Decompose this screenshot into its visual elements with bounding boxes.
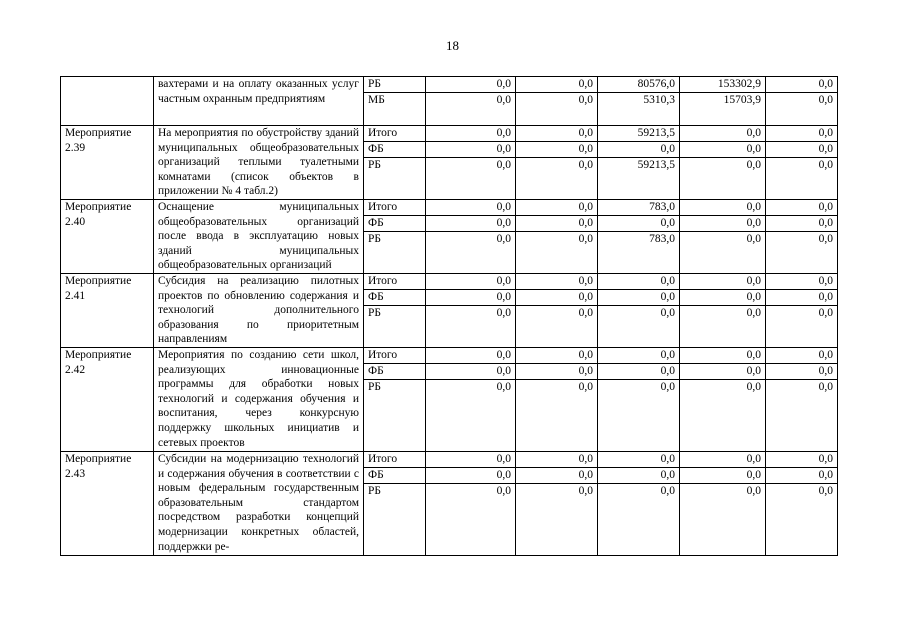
description-cell: Мероприятия по созданию сети школ, реализующих инновационные программы для обработки новых технологий и содержания обучения и воспитания, через конкурсную поддержку школьных инициатив и сетевых проектов: [154, 348, 364, 452]
value-cell: 0,0: [426, 306, 516, 348]
value-cell: 0,0: [680, 142, 766, 158]
funding-source-cell: ФБ: [364, 290, 426, 306]
value-cell: 0,0: [516, 306, 598, 348]
funding-source-cell: РБ: [364, 380, 426, 452]
value-cell: 783,0: [598, 232, 680, 274]
value-cell: 0,0: [766, 306, 838, 348]
table-row: [61, 274, 838, 290]
value-cell: 0,0: [426, 364, 516, 380]
value-cell: 0,0: [516, 348, 598, 364]
value-cell: 80576,0: [598, 77, 680, 93]
value-cell: 0,0: [516, 364, 598, 380]
value-cell: 0,0: [598, 484, 680, 556]
value-cell: 0,0: [680, 452, 766, 468]
value-cell: 0,0: [598, 452, 680, 468]
value-cell: 0,0: [598, 348, 680, 364]
value-cell: 0,0: [766, 484, 838, 556]
table-row: [61, 348, 838, 364]
funding-source-cell: ФБ: [364, 142, 426, 158]
value-cell: 0,0: [766, 274, 838, 290]
value-cell: 0,0: [516, 200, 598, 216]
value-cell: 0,0: [426, 232, 516, 274]
page-number: 18: [446, 38, 459, 53]
value-cell: 0,0: [680, 232, 766, 274]
value-cell: 0,0: [680, 484, 766, 556]
value-cell: 0,0: [766, 216, 838, 232]
measure-cell: Мероприятие 2.41: [61, 274, 154, 348]
value-cell: 0,0: [516, 142, 598, 158]
funding-source-cell: Итого: [364, 200, 426, 216]
budget-table: [60, 76, 838, 556]
description-cell: Оснащение муниципальных общеобразовательных организаций после ввода в эксплуатацию новых зданий муниципальных общеобразовательных организаций: [154, 200, 364, 274]
value-cell: 0,0: [426, 452, 516, 468]
funding-source-cell: Итого: [364, 348, 426, 364]
funding-source-cell: Итого: [364, 452, 426, 468]
value-cell: 0,0: [680, 290, 766, 306]
description-cell: вахтерами и на оплату оказанных услуг частным охранным предприятиям: [154, 77, 364, 126]
value-cell: 0,0: [426, 142, 516, 158]
value-cell: 0,0: [426, 126, 516, 142]
table-row: [61, 452, 838, 468]
funding-source-cell: ФБ: [364, 468, 426, 484]
value-cell: 0,0: [680, 274, 766, 290]
value-cell: 0,0: [766, 364, 838, 380]
value-cell: 0,0: [598, 142, 680, 158]
value-cell: 153302,9: [680, 77, 766, 93]
value-cell: 0,0: [766, 452, 838, 468]
value-cell: 0,0: [426, 77, 516, 93]
value-cell: 5310,3: [598, 93, 680, 126]
value-cell: 0,0: [598, 380, 680, 452]
funding-source-cell: ФБ: [364, 216, 426, 232]
value-cell: 0,0: [516, 484, 598, 556]
budget-table-body: [61, 77, 838, 556]
value-cell: 0,0: [598, 216, 680, 232]
funding-source-cell: РБ: [364, 232, 426, 274]
value-cell: 0,0: [766, 232, 838, 274]
value-cell: 0,0: [598, 274, 680, 290]
value-cell: 0,0: [680, 216, 766, 232]
value-cell: 0,0: [516, 380, 598, 452]
value-cell: 0,0: [516, 274, 598, 290]
value-cell: 0,0: [680, 364, 766, 380]
value-cell: 0,0: [766, 348, 838, 364]
value-cell: 0,0: [598, 290, 680, 306]
description-cell: Субсидия на реализацию пилотных проектов по обновлению содержания и технологий дополнительного образования по приоритетным направлениям: [154, 274, 364, 348]
description-cell: Субсидии на модернизацию технологий и содержания обучения в соответствии с новым федеральным государственным образовательным стандартом посредством разработки концепций модернизации конкретных областей, поддержки ре-: [154, 452, 364, 556]
funding-source-cell: РБ: [364, 158, 426, 200]
value-cell: 59213,5: [598, 158, 680, 200]
value-cell: 0,0: [766, 468, 838, 484]
value-cell: 0,0: [680, 348, 766, 364]
value-cell: 0,0: [426, 380, 516, 452]
value-cell: 0,0: [516, 290, 598, 306]
value-cell: 0,0: [766, 142, 838, 158]
value-cell: 0,0: [426, 468, 516, 484]
value-cell: 0,0: [426, 216, 516, 232]
value-cell: 0,0: [516, 216, 598, 232]
value-cell: 0,0: [680, 468, 766, 484]
value-cell: 0,0: [680, 380, 766, 452]
value-cell: 0,0: [766, 380, 838, 452]
measure-cell: Мероприятие 2.42: [61, 348, 154, 452]
value-cell: 0,0: [766, 290, 838, 306]
value-cell: 0,0: [766, 77, 838, 93]
table-row: [61, 126, 838, 142]
value-cell: 0,0: [766, 93, 838, 126]
table-row: [61, 77, 838, 93]
measure-cell: Мероприятие 2.39: [61, 126, 154, 200]
value-cell: 0,0: [426, 200, 516, 216]
measure-cell: Мероприятие 2.40: [61, 200, 154, 274]
value-cell: 0,0: [516, 468, 598, 484]
value-cell: 0,0: [516, 158, 598, 200]
value-cell: 0,0: [516, 93, 598, 126]
value-cell: 0,0: [426, 290, 516, 306]
value-cell: 59213,5: [598, 126, 680, 142]
value-cell: 0,0: [516, 126, 598, 142]
description-cell: На мероприятия по обустройству зданий муниципальных общеобразовательных организаций теплыми туалетными комнатами (список объектов в приложении № 4 табл.2): [154, 126, 364, 200]
value-cell: 0,0: [680, 126, 766, 142]
funding-source-cell: Итого: [364, 274, 426, 290]
measure-cell: Мероприятие 2.43: [61, 452, 154, 556]
value-cell: 0,0: [680, 158, 766, 200]
funding-source-cell: МБ: [364, 93, 426, 126]
value-cell: 0,0: [598, 468, 680, 484]
value-cell: 0,0: [426, 484, 516, 556]
value-cell: 0,0: [516, 77, 598, 93]
value-cell: 0,0: [766, 200, 838, 216]
value-cell: 783,0: [598, 200, 680, 216]
value-cell: 0,0: [426, 158, 516, 200]
value-cell: 0,0: [680, 306, 766, 348]
funding-source-cell: РБ: [364, 306, 426, 348]
funding-source-cell: РБ: [364, 77, 426, 93]
value-cell: 0,0: [426, 348, 516, 364]
value-cell: 0,0: [680, 200, 766, 216]
funding-source-cell: Итого: [364, 126, 426, 142]
value-cell: 0,0: [426, 274, 516, 290]
value-cell: 0,0: [516, 452, 598, 468]
value-cell: 0,0: [426, 93, 516, 126]
value-cell: 0,0: [598, 364, 680, 380]
value-cell: 0,0: [766, 126, 838, 142]
value-cell: 15703,9: [680, 93, 766, 126]
measure-cell: [61, 77, 154, 126]
funding-source-cell: ФБ: [364, 364, 426, 380]
value-cell: 0,0: [598, 306, 680, 348]
value-cell: 0,0: [516, 232, 598, 274]
table-row: [61, 200, 838, 216]
funding-source-cell: РБ: [364, 484, 426, 556]
value-cell: 0,0: [766, 158, 838, 200]
